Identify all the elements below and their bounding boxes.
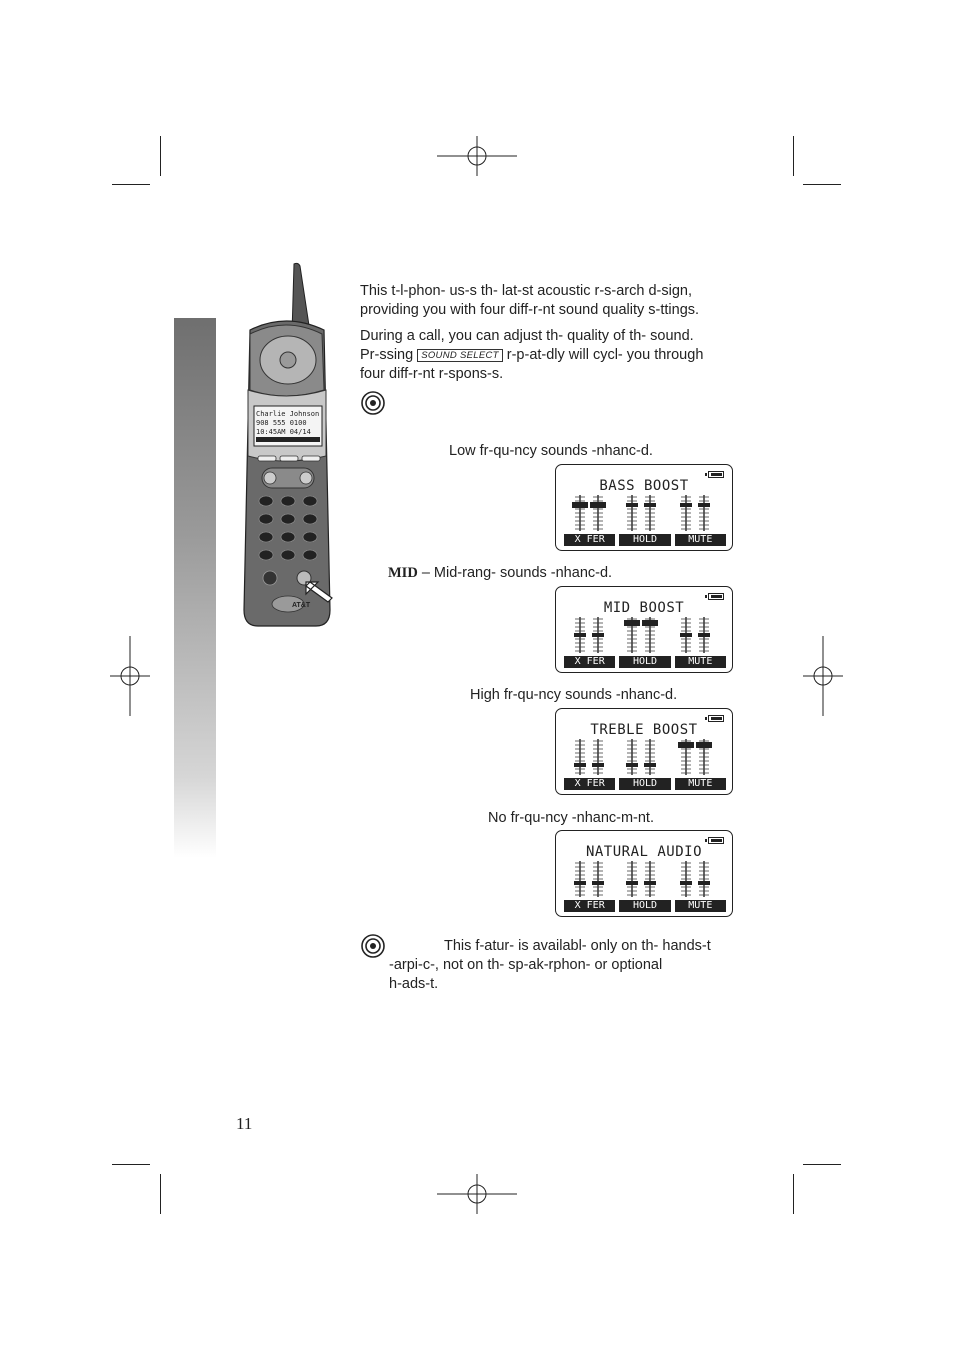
eq-slider	[626, 861, 638, 897]
note-line-3: h‑ads‑t.	[389, 976, 439, 992]
registration-mark-left	[110, 636, 150, 716]
equalizer-graphic	[570, 495, 720, 533]
battery-icon	[708, 837, 724, 844]
softkey-xfer: X FER	[564, 778, 615, 790]
handset-screen-line-1: Charlie Johnson	[256, 410, 320, 418]
eq-slider	[574, 861, 586, 897]
setting-caption: MID – Mid-rang‑ sounds ‑nhanc‑d.	[388, 565, 613, 581]
handset-brand: AT&T	[292, 602, 311, 609]
sound-select-key: SOUND SELECT	[417, 349, 503, 362]
eq-slider	[678, 739, 694, 775]
softkey-xfer: X FER	[564, 900, 615, 912]
eq-slider	[698, 495, 710, 531]
eq-slider	[680, 861, 692, 897]
display-title: TREBLE BOOST	[590, 722, 698, 738]
eq-slider	[644, 739, 656, 775]
crop-mark	[803, 184, 841, 185]
softkey-hold: HOLD	[619, 778, 670, 790]
note-line-1: This f‑atur‑ is availabl‑ only on th‑ hands‑t	[444, 938, 711, 954]
target-icon	[361, 934, 385, 958]
setting-caption: High fr‑qu‑ncy sounds ‑nhanc‑d.	[470, 687, 678, 703]
intro-paragraph-1: This t‑l‑phon‑ us‑s th‑ lat‑st acoustic r‑s‑arch d‑sign, providing you with four diff‑r‑nt sound quality s‑ttings.	[360, 283, 700, 318]
softkey-xfer: X FER	[564, 534, 615, 546]
eq-slider	[626, 495, 638, 531]
equalizer-graphic	[570, 861, 720, 899]
eq-slider	[592, 617, 604, 653]
intro-paragraph-2	[360, 327, 730, 384]
registration-mark-right	[803, 636, 843, 716]
eq-slider	[642, 617, 658, 653]
registration-mark-bottom	[437, 1174, 517, 1214]
eq-slider	[624, 617, 640, 653]
intro-paragraph-2-after: r‑p‑at‑dly will cycl‑ you through four diff‑r‑nt r‑spons‑s.	[360, 347, 704, 382]
handset-screen-line-2: 908 555 0100	[256, 419, 307, 427]
eq-slider	[680, 617, 692, 653]
side-tab-bar	[174, 318, 216, 858]
eq-slider	[644, 495, 656, 531]
lcd-display	[555, 830, 733, 917]
eq-slider	[680, 495, 692, 531]
eq-slider	[626, 739, 638, 775]
setting-caption: Low fr‑qu‑ncy sounds ‑nhanc‑d.	[449, 443, 653, 459]
handset-screen-line-3: 10:45AM 04/14	[256, 428, 311, 436]
crop-mark	[803, 1164, 841, 1165]
eq-slider	[644, 861, 656, 897]
lcd-display	[555, 708, 733, 795]
eq-slider	[592, 861, 604, 897]
softkey-mute: MUTE	[675, 656, 726, 668]
battery-icon	[708, 593, 724, 600]
target-icon	[361, 391, 385, 415]
eq-slider	[696, 739, 712, 775]
registration-mark-top	[437, 136, 517, 176]
note-line-2: ‑arpi‑c‑, not on th‑ sp‑ak‑rphon‑ or optional	[389, 957, 663, 973]
handset-illustration	[236, 260, 336, 630]
display-title: BASS BOOST	[599, 478, 689, 494]
crop-mark	[160, 136, 161, 176]
softkey-hold: HOLD	[619, 656, 670, 668]
eq-slider	[592, 739, 604, 775]
eq-slider	[574, 739, 586, 775]
setting-caption: No fr‑qu‑ncy ‑nhanc‑m‑nt.	[488, 810, 654, 826]
display-title: NATURAL AUDIO	[585, 844, 703, 860]
softkey-mute: MUTE	[675, 778, 726, 790]
eq-slider	[590, 495, 606, 531]
equalizer-graphic	[570, 739, 720, 777]
crop-mark	[160, 1174, 161, 1214]
softkey-hold: HOLD	[619, 900, 670, 912]
eq-slider	[574, 617, 586, 653]
eq-slider	[698, 617, 710, 653]
equalizer-graphic	[570, 617, 720, 655]
battery-icon	[708, 715, 724, 722]
lcd-display	[555, 464, 733, 551]
crop-mark	[112, 1164, 150, 1165]
lcd-display	[555, 586, 733, 673]
crop-mark	[793, 136, 794, 176]
crop-mark	[793, 1174, 794, 1214]
eq-slider	[698, 861, 710, 897]
softkey-mute: MUTE	[675, 900, 726, 912]
display-title: MID BOOST	[603, 600, 685, 616]
intro-paragraph-2-before: During a call, you can adjust th‑ quality of th‑ sound. Pr‑ssing	[360, 328, 694, 363]
page-number: 11	[236, 1114, 253, 1133]
softkey-hold: HOLD	[619, 534, 670, 546]
battery-icon	[708, 471, 724, 478]
softkey-xfer: X FER	[564, 656, 615, 668]
softkey-mute: MUTE	[675, 534, 726, 546]
crop-mark	[112, 184, 150, 185]
eq-slider	[572, 495, 588, 531]
